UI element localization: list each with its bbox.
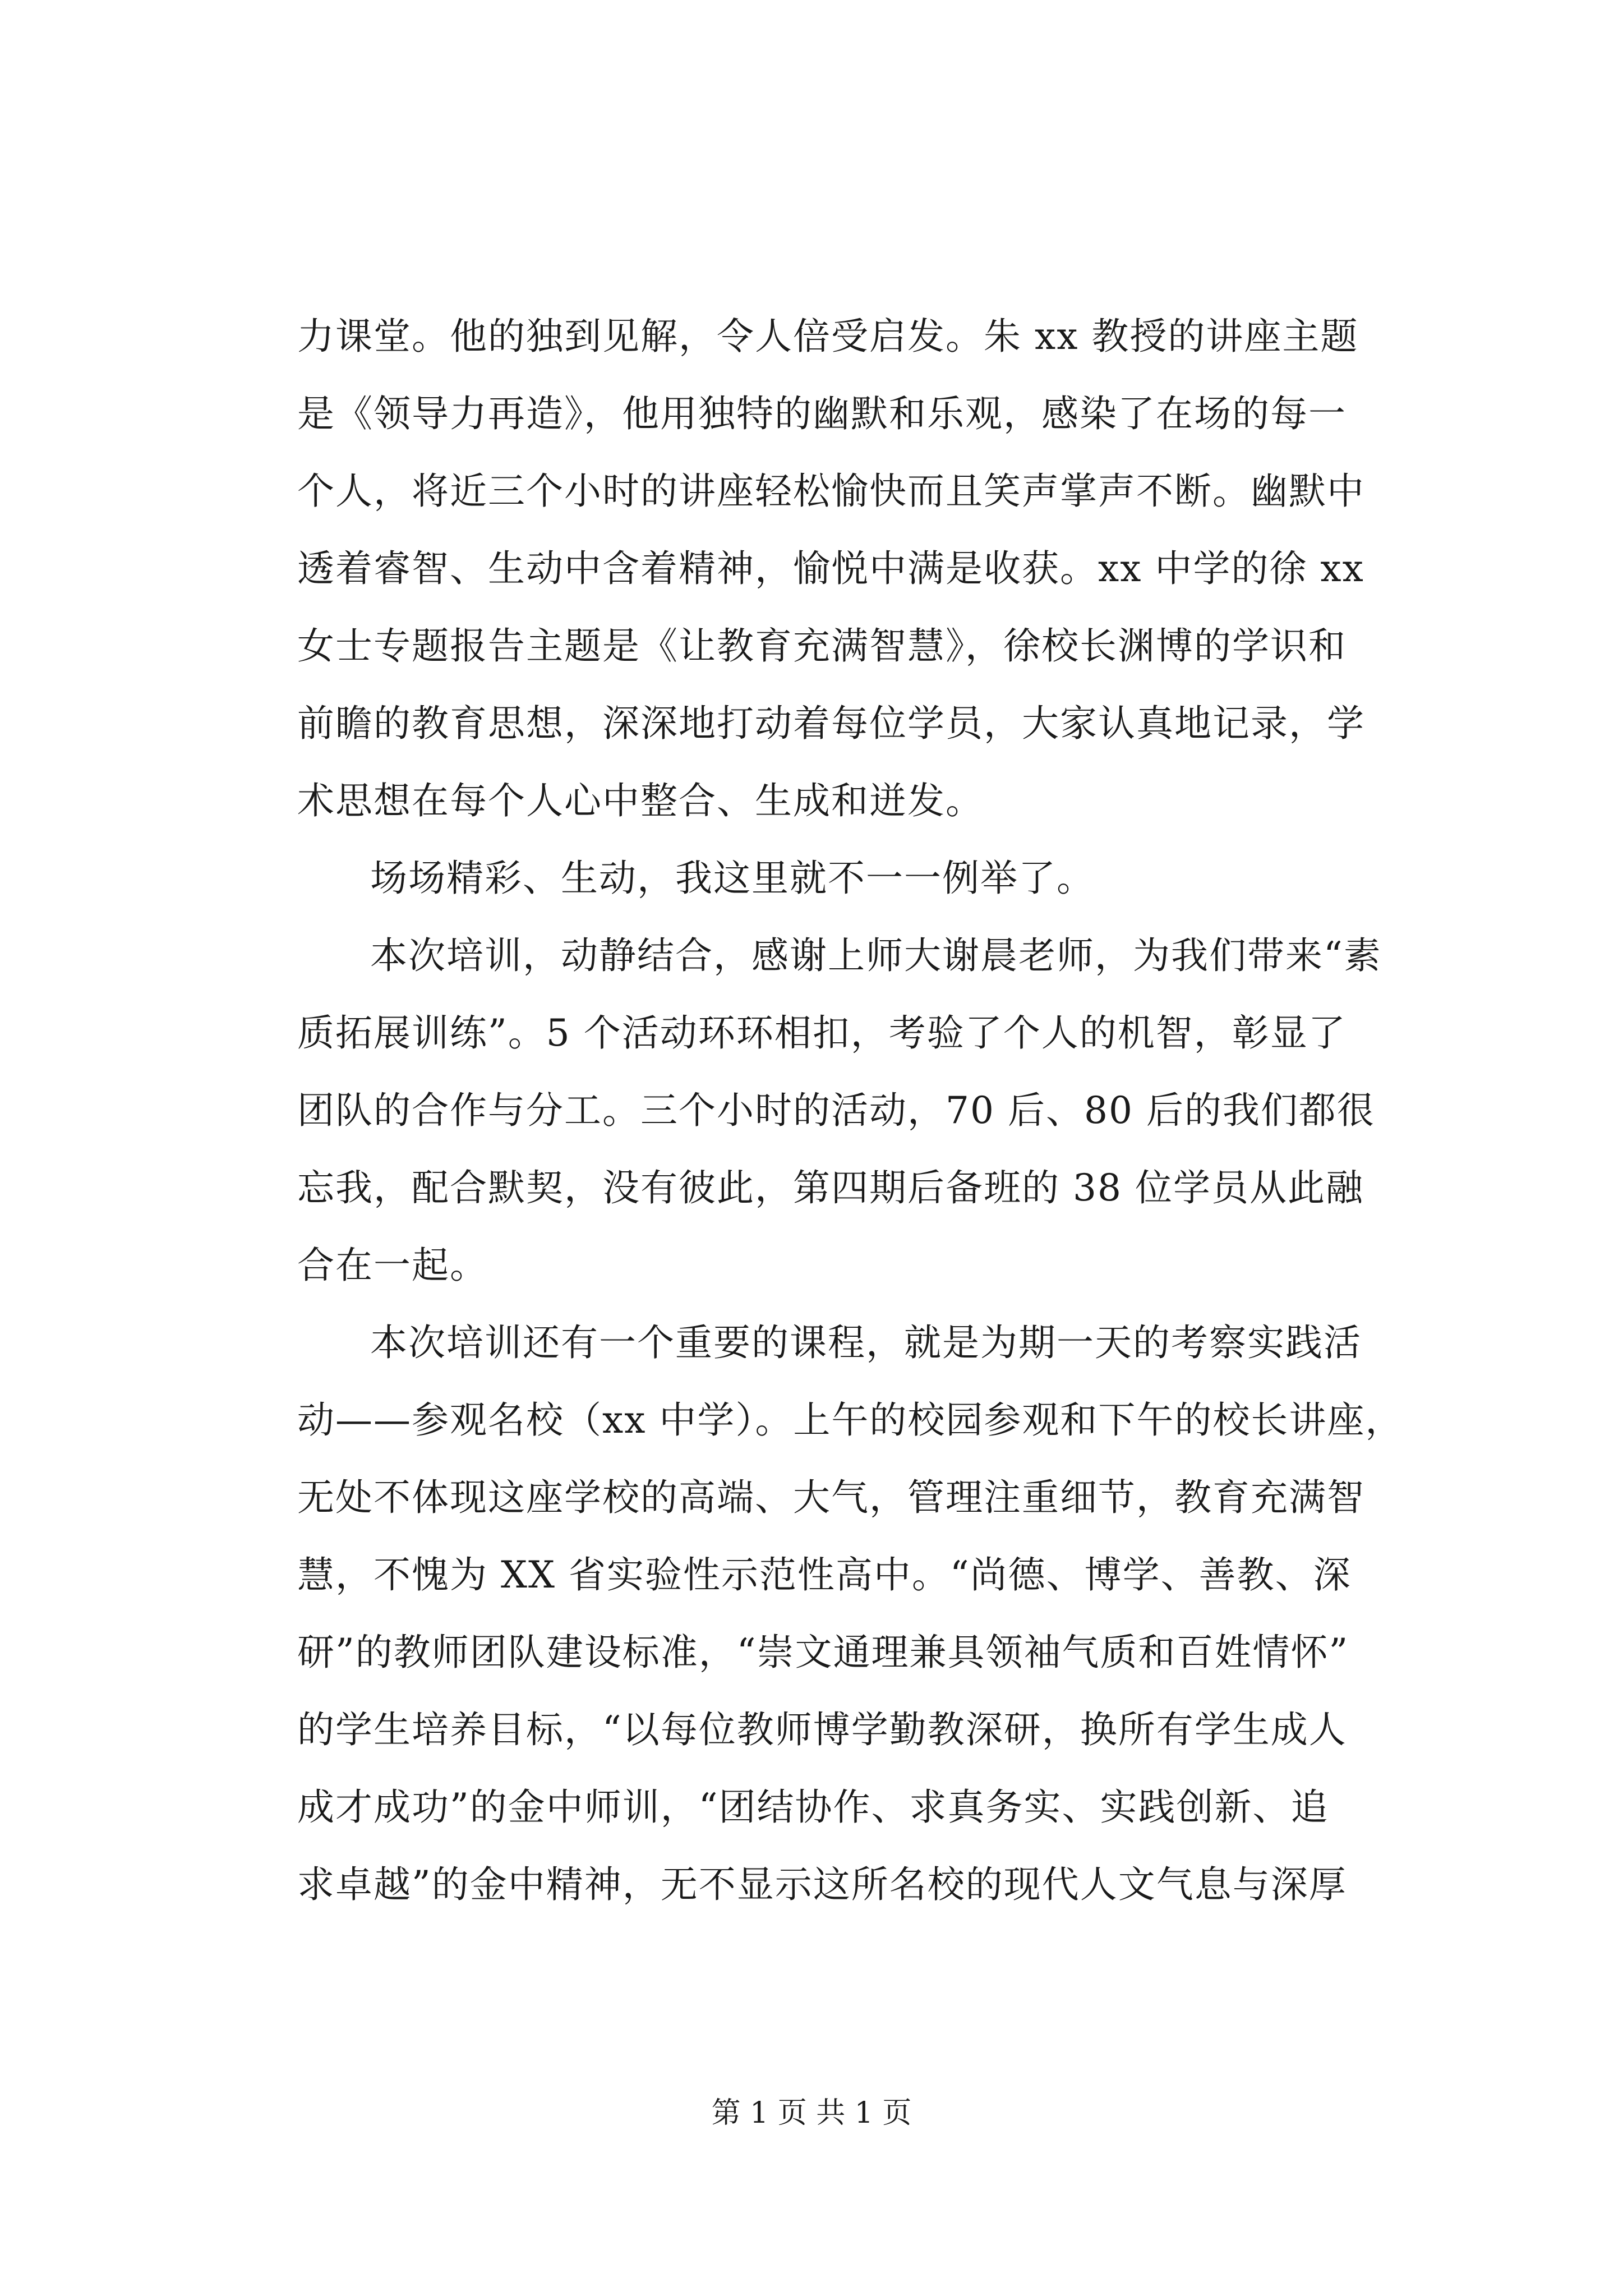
text-line: 术思想在每个人心中整合、生成和迸发。 bbox=[297, 779, 984, 822]
text-line: 团队的合作与分工。三个小时的活动，70 后、80 后的我们都很 bbox=[297, 1089, 1375, 1132]
text-line: 透着睿智、生动中含着精神，愉悦中满是收获。xx 中学的徐 xx bbox=[297, 547, 1364, 590]
text-line: 动——参观名校（xx 中学）。上午的校园参观和下午的校长讲座， bbox=[297, 1398, 1404, 1442]
text-line: 求卓越”的金中精神，无不显示这所名校的现代人文气息与深厚 bbox=[297, 1863, 1347, 1906]
text-line: 是《领导力再造》，他用独特的幽默和乐观，感染了在场的每一 bbox=[297, 392, 1347, 435]
text-line: 无处不体现这座学校的高端、大气，管理注重细节，教育充满智 bbox=[297, 1476, 1365, 1519]
page-footer: 第 1 页 共 1 页 bbox=[711, 2096, 912, 2130]
text-line: 女士专题报告主题是《让教育充满智慧》，徐校长渊博的学识和 bbox=[297, 624, 1347, 668]
text-line: 慧，不愧为 XX 省实验性示范性高中。“尚德、博学、善教、深 bbox=[297, 1553, 1352, 1596]
text-line: 研”的教师团队建设标准，“崇文通理兼具领袖气质和百姓情怀” bbox=[297, 1631, 1349, 1674]
text-line: 质拓展训练”。5 个活动环环相扣，考验了个人的机智，彰显了 bbox=[297, 1011, 1347, 1055]
text-line: 忘我，配合默契，没有彼此，第四期后备班的 38 位学员从此融 bbox=[297, 1166, 1364, 1209]
text-line: 合在一起。 bbox=[297, 1244, 488, 1287]
text-line: 力课堂。他的独到见解，令人倍受启发。朱 xx 教授的讲座主题 bbox=[297, 315, 1359, 358]
paragraph-first-line: 本次培训还有一个重要的课程，就是为期一天的考察实践活 bbox=[370, 1321, 1362, 1364]
text-line: 的学生培养目标，“以每位教师博学勤教深研，换所有学生成人 bbox=[297, 1708, 1347, 1751]
text-line: 个人，将近三个小时的讲座轻松愉快而且笑声掌声不断。幽默中 bbox=[297, 470, 1365, 513]
text-line: 成才成功”的金中师训，“团结协作、求真务实、实践创新、追 bbox=[297, 1786, 1329, 1829]
text-line: 前瞻的教育思想，深深地打动着每位学员，大家认真地记录，学 bbox=[297, 702, 1365, 745]
paragraph-first-line: 场场精彩、生动，我这里就不一一例举了。 bbox=[370, 857, 1095, 900]
paragraph-first-line: 本次培训，动静结合，感谢上师大谢晨老师，为我们带来“素 bbox=[370, 934, 1382, 977]
